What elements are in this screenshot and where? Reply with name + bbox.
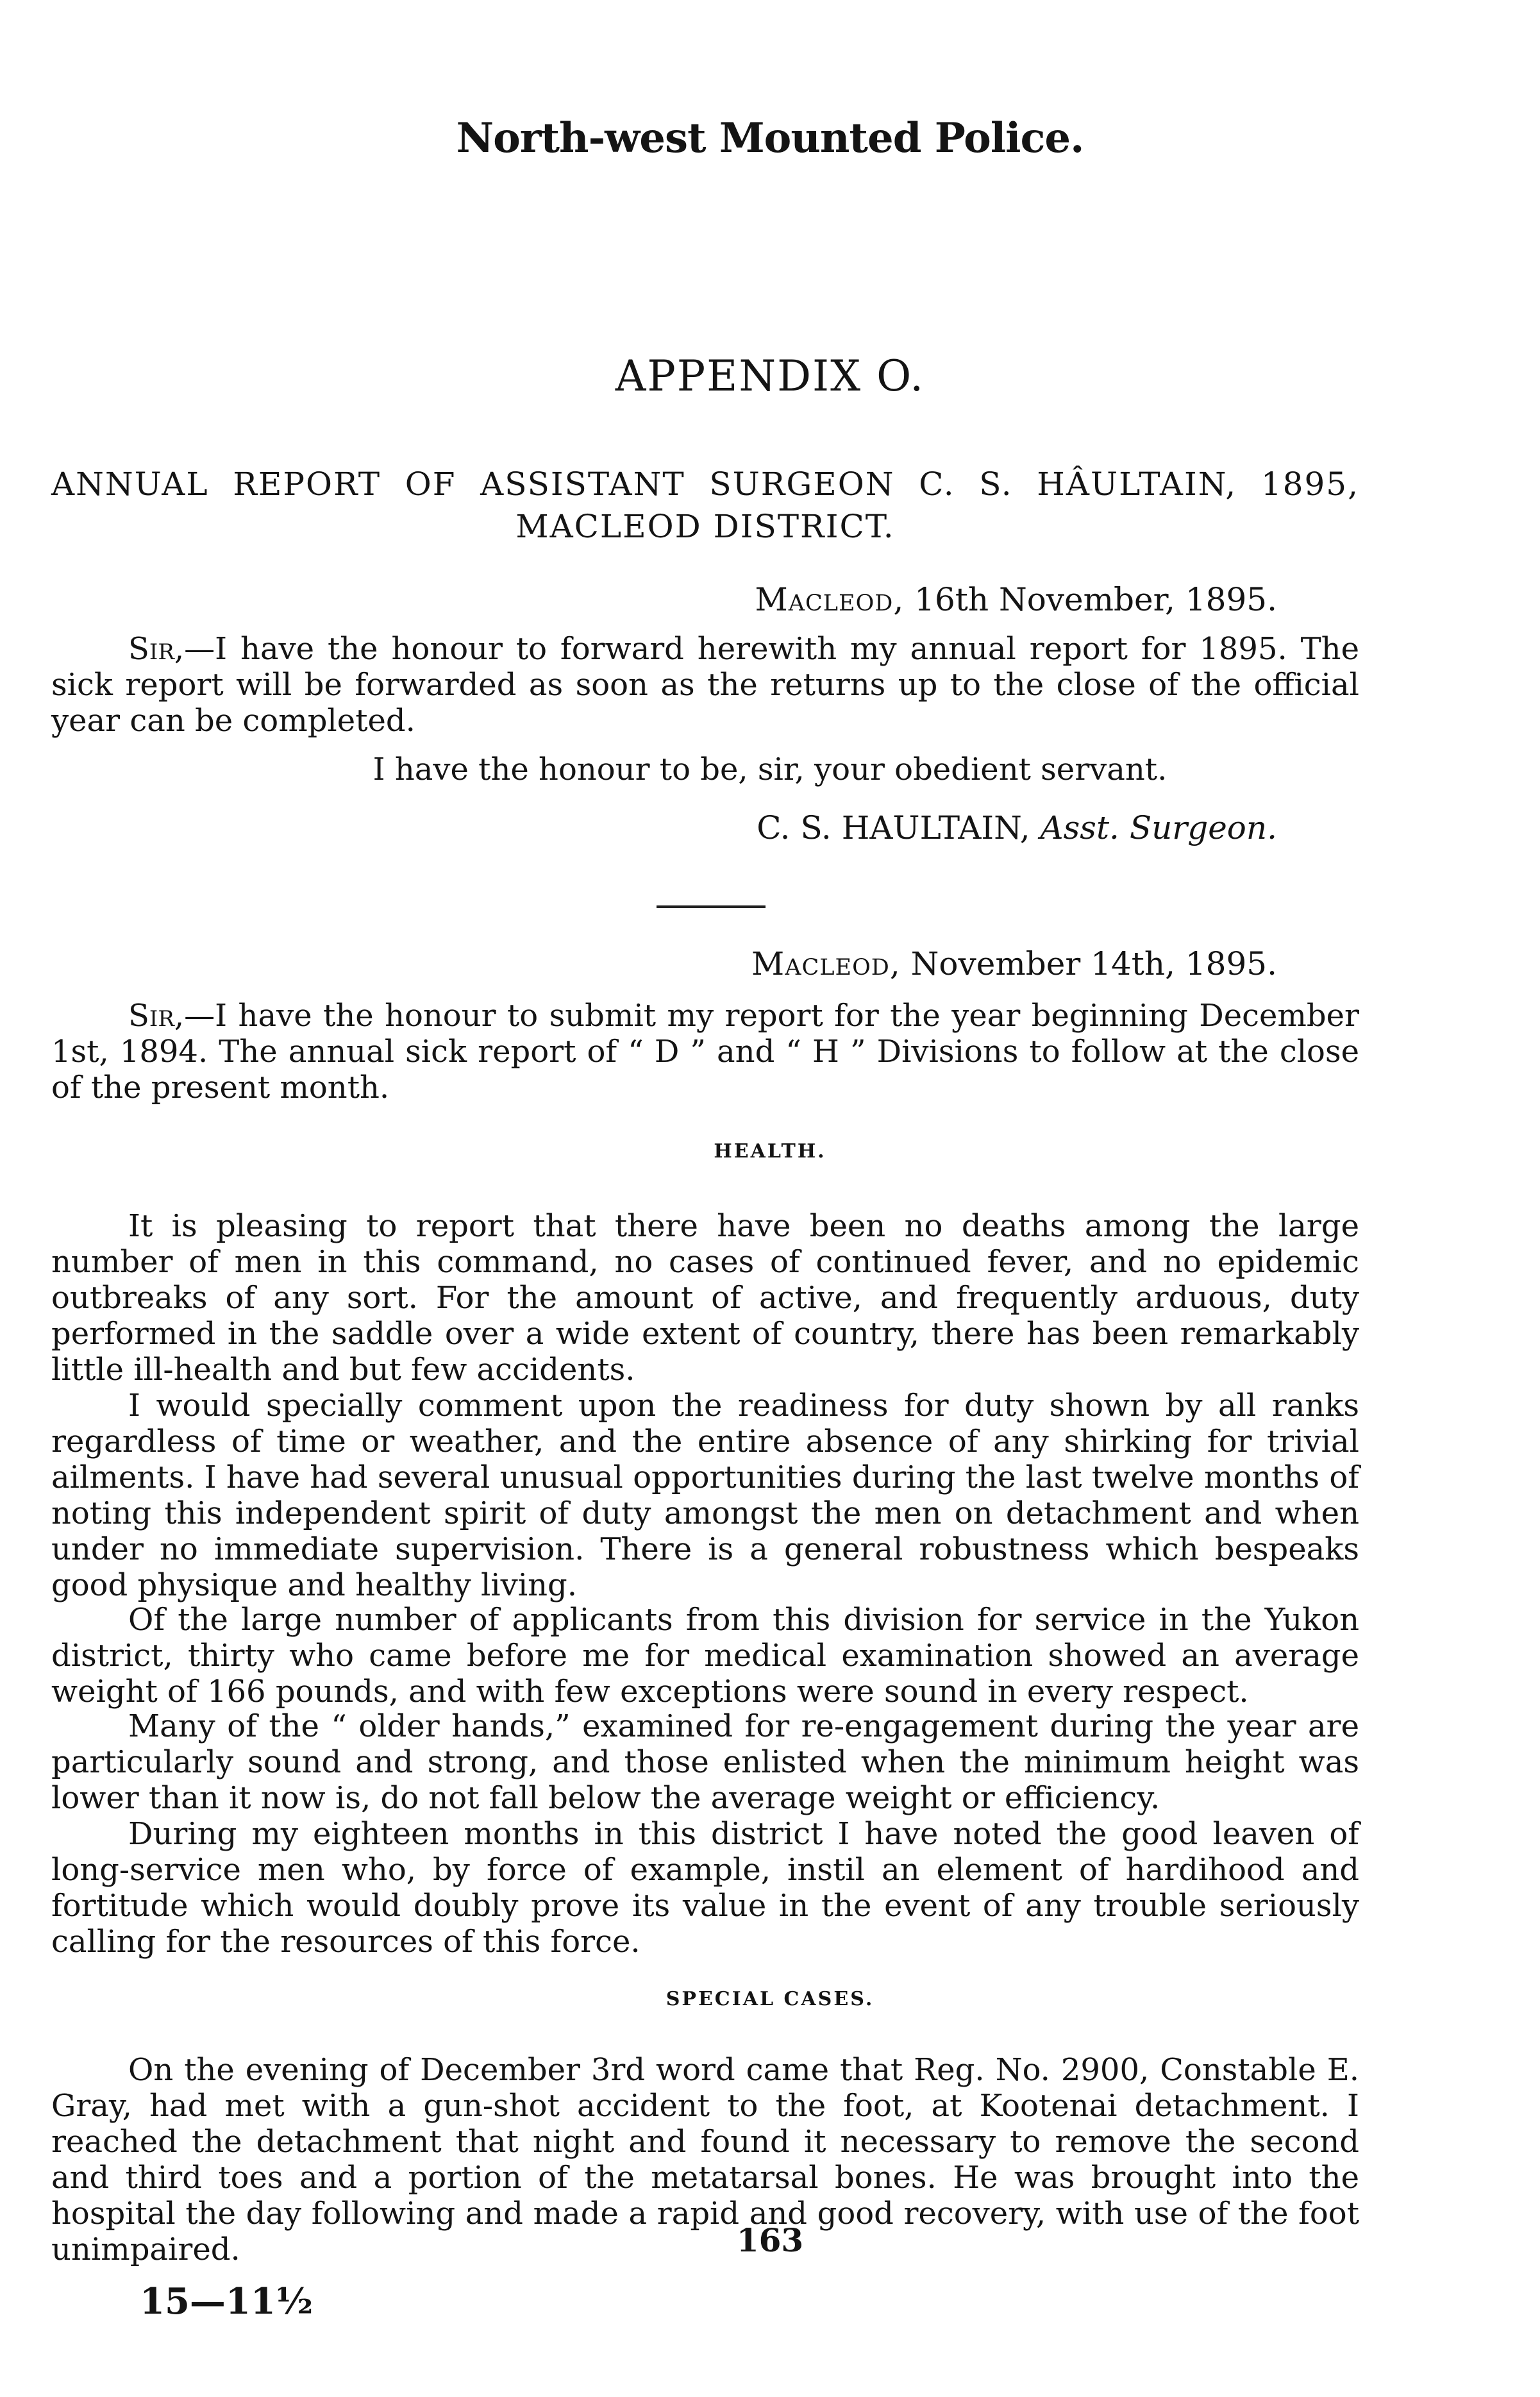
report-title-line1: ANNUAL REPORT OF ASSISTANT SURGEON C. S. HÂULTAIN, 1895,: [51, 466, 1359, 503]
letter2-salutation: Sir,: [128, 998, 185, 1034]
health-heading: HEALTH.: [714, 1140, 826, 1163]
health-paragraph-2: I would specially comment upon the readiness for duty shown by all ranks regardless of time or weather, and the entire absence of any shirking for trivial ailments. I have had several unusual opportunities during the last twelve months of noting this independent spirit of duty amongst the men on detachment and when under no immediate supervision. There is a general robustness which bespeaks good physique and healthy living.: [51, 1388, 1359, 1603]
letter1-text: —I have the honour to forward herewith my annual report for 1895. The sick report will be forwarded as soon as the returns up to the close of the official year can be completed.: [51, 631, 1359, 739]
signature-name: C. S. HAULTAIN,: [757, 809, 1030, 846]
special-cases-heading: SPECIAL CASES.: [665, 1988, 875, 2010]
letter1-place: Macleod,: [755, 581, 905, 618]
page-number: 163: [736, 2221, 804, 2259]
letter1-body: [51, 631, 1359, 739]
letter2-text: —I have the honour to submit my report for the year beginning December 1st, 1894. The annual sick report of “ D ” and “ H ” Divisions to follow at the close of the present month.: [51, 998, 1359, 1106]
report-title-line2: MACLEOD DISTRICT.: [515, 508, 895, 545]
health-paragraph-4: Many of the “ older hands,” examined for re-engagement during the year are particularly sound and strong, and those enlisted when the minimum height was lower than it now is, do not fall below the average weight or efficiency.: [51, 1708, 1359, 1816]
letter1-dateline: [755, 581, 1277, 618]
running-header: North-west Mounted Police.: [456, 114, 1084, 162]
letter2-body: [51, 998, 1359, 1106]
letter2-date: November 14th, 1895.: [910, 945, 1277, 982]
letter1-salutation: Sir,: [128, 631, 185, 667]
health-paragraph-1: It is pleasing to report that there have been no deaths among the large number of men in this command, no cases of continued fever, and no epidemic outbreaks of any sort. For the amount of active, and frequently arduous, duty performed in the saddle over a wide extent of country, there has been remarkably little ill-health and but few accidents.: [51, 1208, 1359, 1388]
health-paragraph-5: During my eighteen months in this district I have noted the good leaven of long-service men who, by force of example, instil an element of hardihood and fortitude which would doubly prove its value in the event of any trouble seriously calling for the resources of this force.: [51, 1816, 1359, 1960]
letter1-signature: [757, 809, 1277, 846]
section-divider: [657, 905, 766, 908]
appendix-title: APPENDIX O.: [615, 351, 925, 401]
special-cases-paragraph-1: On the evening of December 3rd word came that Reg. No. 2900, Constable E. Gray, had met with a gun-shot accident to the foot, at Kootenai detachment. I reached the detachment that night and found it necessary to remove the second and third toes and a portion of the metatarsal bones. He was brought into the hospital the day following and made a rapid and good recovery, with use of the foot unimpaired.: [51, 2052, 1359, 2267]
signature-role: Asst. Surgeon.: [1040, 809, 1277, 846]
letter1-date: 16th November, 1895.: [914, 581, 1277, 618]
report-title: [51, 463, 1359, 548]
health-paragraph-3: Of the large number of applicants from this division for service in the Yukon district, thirty who came before me for medical examination showed an average weight of 166 pounds, and with few exceptions were sound in every respect.: [51, 1602, 1359, 1710]
letter2-place: Macleod,: [751, 945, 901, 982]
letter2-dateline: [751, 945, 1277, 982]
letter1-closing: I have the honour to be, sir, your obedient servant.: [372, 752, 1168, 787]
folio-signature-mark: 15—11½: [140, 2280, 314, 2323]
